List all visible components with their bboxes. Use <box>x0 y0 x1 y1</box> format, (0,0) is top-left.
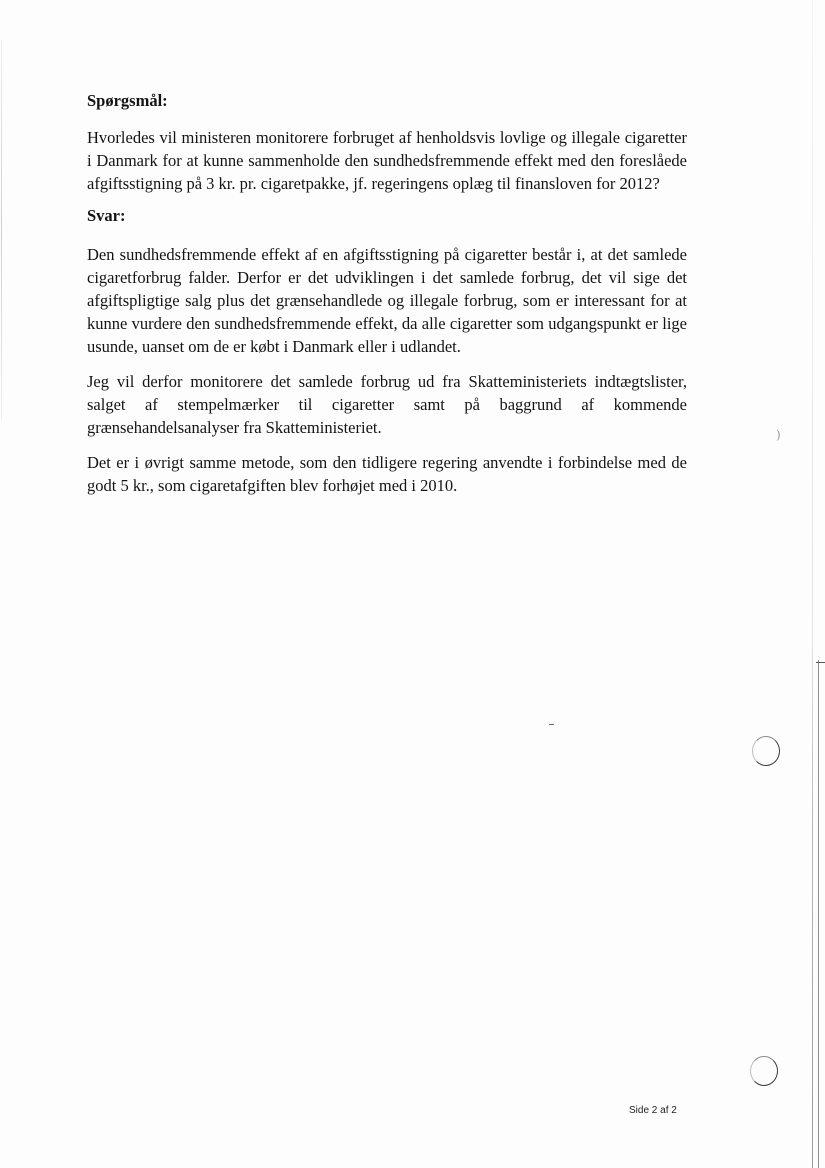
page-number: Side 2 af 2 <box>629 1105 677 1116</box>
punch-hole-icon <box>752 736 780 766</box>
scan-dash-mark <box>549 724 554 725</box>
question-text: Hvorledes vil ministeren monitorere forbruget af henholdsvis lovlige og illegale cigaretter i Danmark for at kunne sammenholde den sundhedsfremmende effekt med den foreslåede afgiftsstigning på 3 kr. pr. cigaretpakke, jf. regeringens oplæg til finansloven for 2012? <box>87 128 687 193</box>
question-heading: Spørgsmål: <box>87 91 168 110</box>
scan-tick-mark <box>816 662 825 663</box>
document-body <box>87 90 687 509</box>
scan-edge-left <box>1 40 2 420</box>
punch-hole-icon <box>750 1056 778 1086</box>
scan-paren-mark: ) <box>776 428 781 442</box>
answer-paragraph-3: Det er i øvrigt samme metode, som den tidligere regering anvendte i forbindelse med de godt 5 kr., som cigaretafgiften blev forhøjet med i 2010. <box>87 453 687 495</box>
answer-paragraph-1: Den sundhedsfremmende effekt af en afgiftsstigning på cigaretter består i, at det samlede cigaretforbrug falder. Derfor er det udviklingen i det samlede forbrug, det vil sige det afgiftspligtige salg plus det grænsehandlede og illegale forbrug, som er interessant for at kunne vurdere den sundhedsfremmende effekt, da alle cigaretter som udgangspunkt er lige usunde, uanset om de er købt i Danmark eller i udlandet. <box>87 245 687 356</box>
scan-edge-right-dark <box>818 660 819 1168</box>
answer-paragraph-2: Jeg vil derfor monitorere det samlede forbrug ud fra Skatteministeriets indtægtslister, salget af stempelmærker til cigaretter samt på baggrund af kommende grænsehandelsanalyser fra Skatteministeriet. <box>87 372 687 437</box>
scan-edge-right <box>812 0 813 1168</box>
answer-heading: Svar: <box>87 206 126 225</box>
